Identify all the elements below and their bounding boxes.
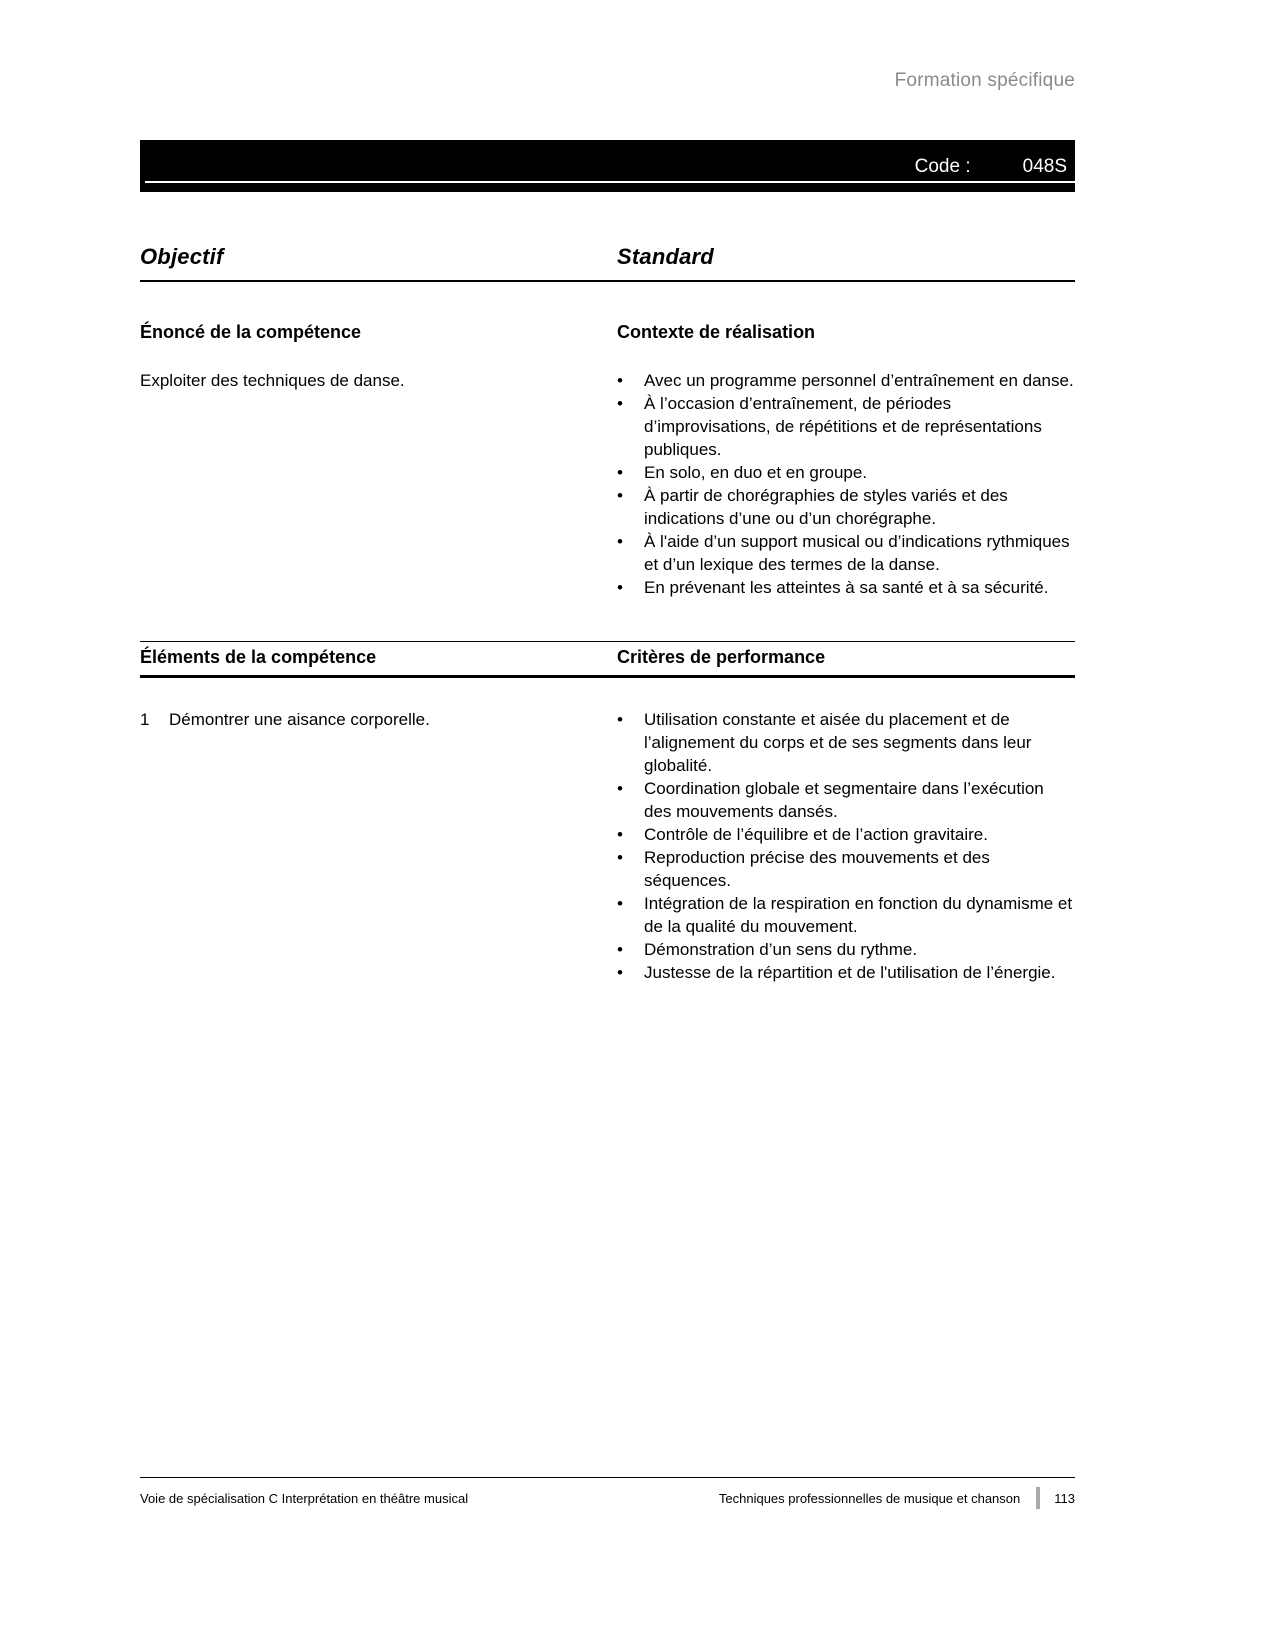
- contexte-heading: Contexte de réalisation: [617, 322, 816, 342]
- bullet-icon: •: [617, 578, 623, 597]
- footer-right-group: [719, 1487, 1075, 1509]
- criteria-bullet-list: [617, 708, 1075, 984]
- bullet-icon: •: [617, 463, 623, 482]
- bullet-icon: •: [617, 779, 623, 798]
- column-title-objectif: Objectif: [140, 244, 224, 269]
- list-item: [617, 961, 1075, 984]
- page-footer: [140, 1477, 1075, 1509]
- bullet-text: En solo, en duo et en groupe.: [644, 463, 868, 482]
- bullet-icon: •: [617, 486, 623, 505]
- page-number: 113: [1054, 1490, 1075, 1506]
- code-label: Code :: [914, 156, 971, 177]
- bullet-text: Coordination globale et segmentaire dans l’exécution des mouvements dansés.: [644, 779, 1044, 821]
- elements-criteria-section: [140, 708, 1075, 984]
- bullet-text: Contrôle de l’équilibre et de l’action gravitaire.: [644, 825, 988, 844]
- list-item: [617, 530, 1075, 576]
- list-item: [617, 846, 1075, 892]
- bullet-icon: •: [617, 894, 623, 913]
- column-title-standard: Standard: [617, 244, 714, 269]
- element-number: 1: [140, 710, 150, 729]
- competence-context-section: [140, 322, 1075, 599]
- column-titles-row: [140, 244, 1075, 282]
- bullet-text: Intégration de la respiration en fonction du dynamisme et de la qualité du mouvement.: [644, 894, 1073, 936]
- code-value: 048S: [1022, 156, 1067, 177]
- context-bullet-list: [617, 369, 1075, 599]
- list-item: [617, 576, 1075, 599]
- bullet-text: Démonstration d’un sens du rythme.: [644, 940, 918, 959]
- bullet-text: À l’occasion d’entraînement, de périodes d’improvisations, de répétitions et de représentations publiques.: [644, 394, 1042, 459]
- bullet-icon: •: [617, 963, 623, 982]
- bullet-icon: •: [617, 394, 623, 413]
- bullet-icon: •: [617, 940, 623, 959]
- bullet-text: Reproduction précise des mouvements et des séquences.: [644, 848, 990, 890]
- list-item: [617, 708, 1075, 777]
- header-label: Formation spécifique: [894, 70, 1075, 91]
- code-line: [145, 156, 1075, 183]
- element-item: [140, 708, 577, 731]
- list-item: [617, 392, 1075, 461]
- bullet-text: En prévenant les atteintes à sa santé et à sa sécurité.: [644, 578, 1049, 597]
- element-text: Démontrer une aisance corporelle.: [169, 710, 430, 729]
- code-bar: [140, 140, 1075, 192]
- bullet-text: Avec un programme personnel d’entraînement en danse.: [644, 371, 1074, 390]
- list-item: [617, 892, 1075, 938]
- bullet-icon: •: [617, 371, 623, 390]
- bullet-icon: •: [617, 848, 623, 867]
- competence-statement: Exploiter des techniques de danse.: [140, 371, 405, 390]
- bullet-text: Utilisation constante et aisée du placement et de l’alignement du corps et de ses segments dans leur globalité.: [644, 710, 1032, 775]
- list-item: [617, 777, 1075, 823]
- list-item: [617, 484, 1075, 530]
- bullet-text: À l'aide d’un support musical ou d’indications rythmiques et d’un lexique des termes de la danse.: [644, 532, 1070, 574]
- bullet-icon: •: [617, 825, 623, 844]
- footer-left-text: Voie de spécialisation C Interprétation en théâtre musical: [140, 1490, 469, 1506]
- elements-heading: Éléments de la compétence: [140, 647, 377, 667]
- list-item: [617, 369, 1075, 392]
- bullet-icon: •: [617, 710, 623, 729]
- list-item: [617, 823, 1075, 846]
- list-item: [617, 938, 1075, 961]
- enonce-heading: Énoncé de la compétence: [140, 322, 362, 342]
- footer-separator-bar: [1036, 1487, 1040, 1509]
- elements-criteria-header-row: [140, 641, 1075, 678]
- bullet-text: Justesse de la répartition et de l'utilisation de l’énergie.: [644, 963, 1056, 982]
- footer-right-text: Techniques professionnelles de musique et chanson: [718, 1490, 1021, 1506]
- criteres-heading: Critères de performance: [617, 647, 826, 667]
- list-item: [617, 461, 1075, 484]
- bullet-icon: •: [617, 532, 623, 551]
- bullet-text: À partir de chorégraphies de styles variés et des indications d’une ou d’un chorégraphe.: [644, 486, 1008, 528]
